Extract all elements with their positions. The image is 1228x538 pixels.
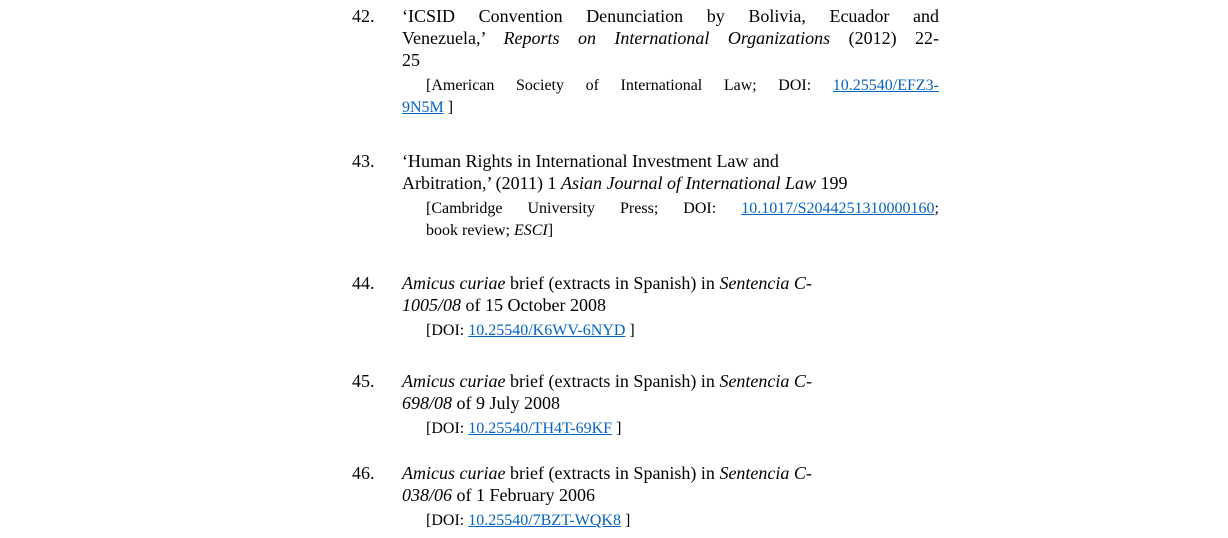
- citation-text: Venezuela,’: [402, 28, 504, 48]
- citation-text: brief (extracts in Spanish) in: [505, 463, 720, 483]
- citation-text: ‘Human Rights in International Investment Law and: [402, 151, 779, 171]
- citation-line: [402, 272, 939, 294]
- citation-text-italic: Amicus curiae: [402, 273, 506, 293]
- citation-line: [402, 172, 939, 194]
- citation-line: [402, 510, 939, 532]
- doi-link[interactable]: 9N5M: [402, 99, 444, 116]
- citation-content: [402, 462, 939, 532]
- citation-line: [402, 5, 939, 27]
- citation-line: [402, 392, 939, 414]
- citation-text: [DOI:: [426, 322, 469, 339]
- item-number: 44.: [352, 273, 375, 293]
- citation-text: ]: [620, 512, 631, 529]
- citation-content: [402, 5, 939, 119]
- citation-text: (2012) 22-: [830, 28, 940, 48]
- citation-text-italic: Amicus curiae: [402, 463, 506, 483]
- doi-link[interactable]: 10.25540/TH4T-69KF: [468, 420, 613, 437]
- citation-line: [402, 294, 939, 316]
- citation-line: [402, 49, 939, 71]
- doi-link[interactable]: 10.25540/7BZT-WQK8: [468, 512, 621, 529]
- publication-item: [352, 272, 1012, 342]
- citation-line: [402, 198, 939, 220]
- item-number: 45.: [352, 371, 375, 391]
- citation-text: of 1 February 2006: [452, 485, 595, 505]
- citation-text-italic: Sentencia C-: [719, 371, 812, 391]
- publication-item: [352, 462, 1012, 532]
- item-number: 42.: [352, 6, 375, 26]
- citation-line: [402, 150, 939, 172]
- citation-text-italic: Sentencia C-: [719, 463, 812, 483]
- item-number: 43.: [352, 151, 375, 171]
- citation-text: brief (extracts in Spanish) in: [505, 371, 720, 391]
- citation-text-italic: Asian Journal of International Law: [560, 173, 816, 193]
- citation-text-italic: 038/06: [402, 485, 453, 505]
- citation-text: [American Society of International Law; DOI:: [426, 77, 833, 94]
- citation-text: [Cambridge University Press; DOI:: [426, 200, 742, 217]
- citation-line: [402, 484, 939, 506]
- citation-content: [402, 150, 939, 242]
- citation-text: of 9 July 2008: [452, 393, 561, 413]
- citation-line: [402, 97, 939, 119]
- citation-text: ;: [934, 200, 939, 217]
- citation-text: [DOI:: [426, 512, 469, 529]
- citation-text: of 15 October 2008: [461, 295, 606, 315]
- citation-text-italic: 698/08: [402, 393, 453, 413]
- citation-line: [402, 75, 939, 97]
- citation-text: 25: [402, 50, 420, 70]
- citation-line: [402, 27, 939, 49]
- publication-item: [352, 370, 1012, 440]
- citation-text: ]: [443, 99, 454, 116]
- doi-link[interactable]: 10.25540/K6WV-6NYD: [468, 322, 626, 339]
- citation-text: ]: [612, 420, 622, 437]
- citation-content: [402, 370, 939, 440]
- citation-line: [402, 462, 939, 484]
- citation-text: ]: [547, 222, 554, 239]
- doi-link[interactable]: 10.25540/EFZ3-: [832, 77, 939, 94]
- citation-text: 199: [815, 173, 848, 193]
- citation-text: ‘ICSID Convention Denunciation by Bolivia, Ecuador and: [402, 6, 939, 26]
- publication-item: [352, 150, 1012, 242]
- citation-line: [402, 220, 939, 242]
- citation-text: Arbitration,’ (2011) 1: [402, 173, 561, 193]
- citation-text: ]: [625, 322, 635, 339]
- citation-line: [402, 418, 939, 440]
- citation-text-italic: 1005/08: [402, 295, 462, 315]
- citation-text-italic: Reports on International Organizations: [503, 28, 831, 48]
- citation-content: [402, 272, 939, 342]
- publication-item: [352, 5, 1012, 119]
- citation-text-italic: ESCI: [513, 222, 548, 239]
- citation-text-italic: Amicus curiae: [402, 371, 506, 391]
- citation-line: [402, 320, 939, 342]
- doi-link[interactable]: 10.1017/S2044251310000160: [741, 200, 935, 217]
- citation-text-italic: Sentencia C-: [719, 273, 812, 293]
- citation-line: [402, 370, 939, 392]
- citation-text: [DOI:: [426, 420, 469, 437]
- citation-text: book review;: [426, 222, 514, 239]
- citation-text: brief (extracts in Spanish) in: [505, 273, 720, 293]
- item-number: 46.: [352, 463, 375, 483]
